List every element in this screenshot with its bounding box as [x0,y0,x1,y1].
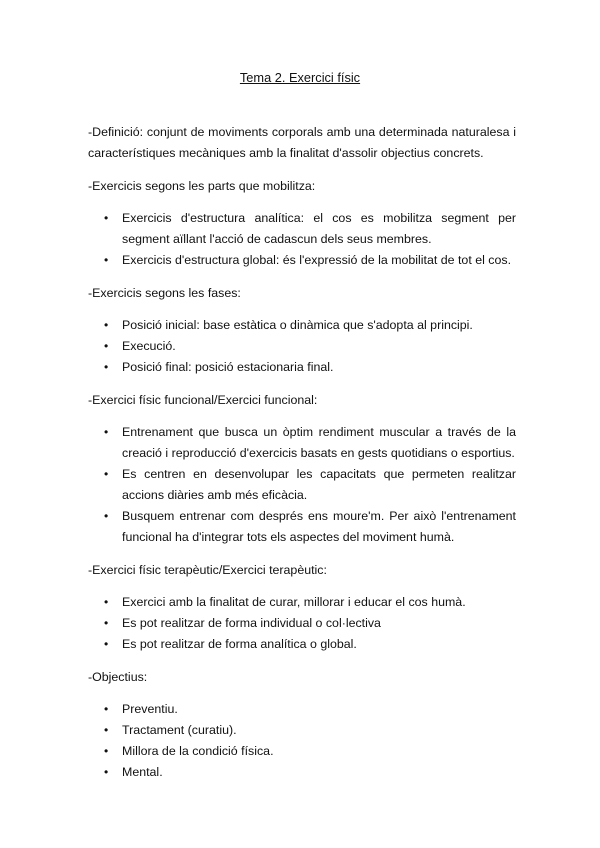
bullet-icon: • [104,637,109,651]
bullet-list [88,699,516,783]
list-item-text: Tractament (curatiu). [122,723,237,737]
list-item [88,208,516,250]
section-phases [88,283,516,378]
section-heading: -Exercicis segons les fases: [88,286,241,300]
document-body [88,122,516,795]
list-item [88,250,516,271]
section-functional [88,390,516,548]
list-item-text: Busquem entrenar com després ens moure'm. Per això l'entrenament funcional ha d'integrar tots els aspectes del moviment humà. [122,509,516,544]
list-item [88,634,516,655]
list-item [88,506,516,548]
document-title: Tema 2. Exercici físic [239,70,361,85]
bullet-list [88,422,516,548]
bullet-icon: • [104,360,109,374]
section-heading: -Exercici físic funcional/Exercici funcional: [88,393,318,407]
bullet-icon: • [104,702,109,716]
bullet-icon: • [104,318,109,332]
bullet-icon: • [104,425,109,439]
bullet-icon: • [104,723,109,737]
list-item-text: Mental. [122,765,163,779]
list-item-text: Preventiu. [122,702,178,716]
list-item-text: Es pot realitzar de forma analítica o global. [122,637,357,651]
section-parts [88,176,516,271]
bullet-icon: • [104,339,109,353]
list-item-text: Millora de la condició física. [122,744,274,758]
list-item [88,762,516,783]
list-item-text: Es pot realitzar de forma individual o col·lectiva [122,616,381,630]
bullet-icon: • [104,211,109,225]
list-item [88,699,516,720]
definition-paragraph: -Definició: conjunt de moviments corporals amb una determinada naturalesa i característiques mecàniques amb la finalitat d'assolir objectius concrets. [88,125,516,160]
list-item [88,422,516,464]
section-therapeutic [88,560,516,655]
bullet-icon: • [104,744,109,758]
bullet-icon: • [104,616,109,630]
list-item [88,720,516,741]
bullet-list [88,315,516,378]
list-item-text: Posició inicial: base estàtica o dinàmica que s'adopta al principi. [122,318,473,332]
bullet-icon: • [104,467,109,481]
list-item [88,592,516,613]
list-item [88,357,516,378]
list-item-text: Exercicis d'estructura global: és l'expressió de la mobilitat de tot el cos. [122,253,512,267]
bullet-icon: • [104,595,109,609]
list-item [88,613,516,634]
section-heading: -Exercici físic terapèutic/Exercici terapèutic: [88,563,327,577]
list-item [88,464,516,506]
bullet-icon: • [104,765,109,779]
section-objectives [88,667,516,783]
bullet-list [88,592,516,655]
list-item-text: Exercicis d'estructura analítica: el cos es mobilitza segment per segment aïllant l'acció de cadascun dels seus membres. [122,211,516,246]
list-item [88,741,516,762]
bullet-icon: • [104,509,109,523]
bullet-icon: • [104,253,109,267]
list-item-text: Execució. [122,339,176,353]
list-item-text: Posició final: posició estacionaria final. [122,360,334,374]
list-item [88,336,516,357]
list-item-text: Es centren en desenvolupar les capacitats que permeten realitzar accions diàries amb més eficàcia. [122,467,516,502]
section-heading: -Exercicis segons les parts que mobilitza: [88,179,316,193]
list-item-text: Exercici amb la finalitat de curar, millorar i educar el cos humà. [122,595,466,609]
bullet-list [88,208,516,271]
list-item-text: Entrenament que busca un òptim rendiment muscular a través de la creació i reproducció d'exercicis basats en gests quotidians o esportius. [122,425,516,460]
section-heading: -Objectius: [88,670,148,684]
list-item [88,315,516,336]
